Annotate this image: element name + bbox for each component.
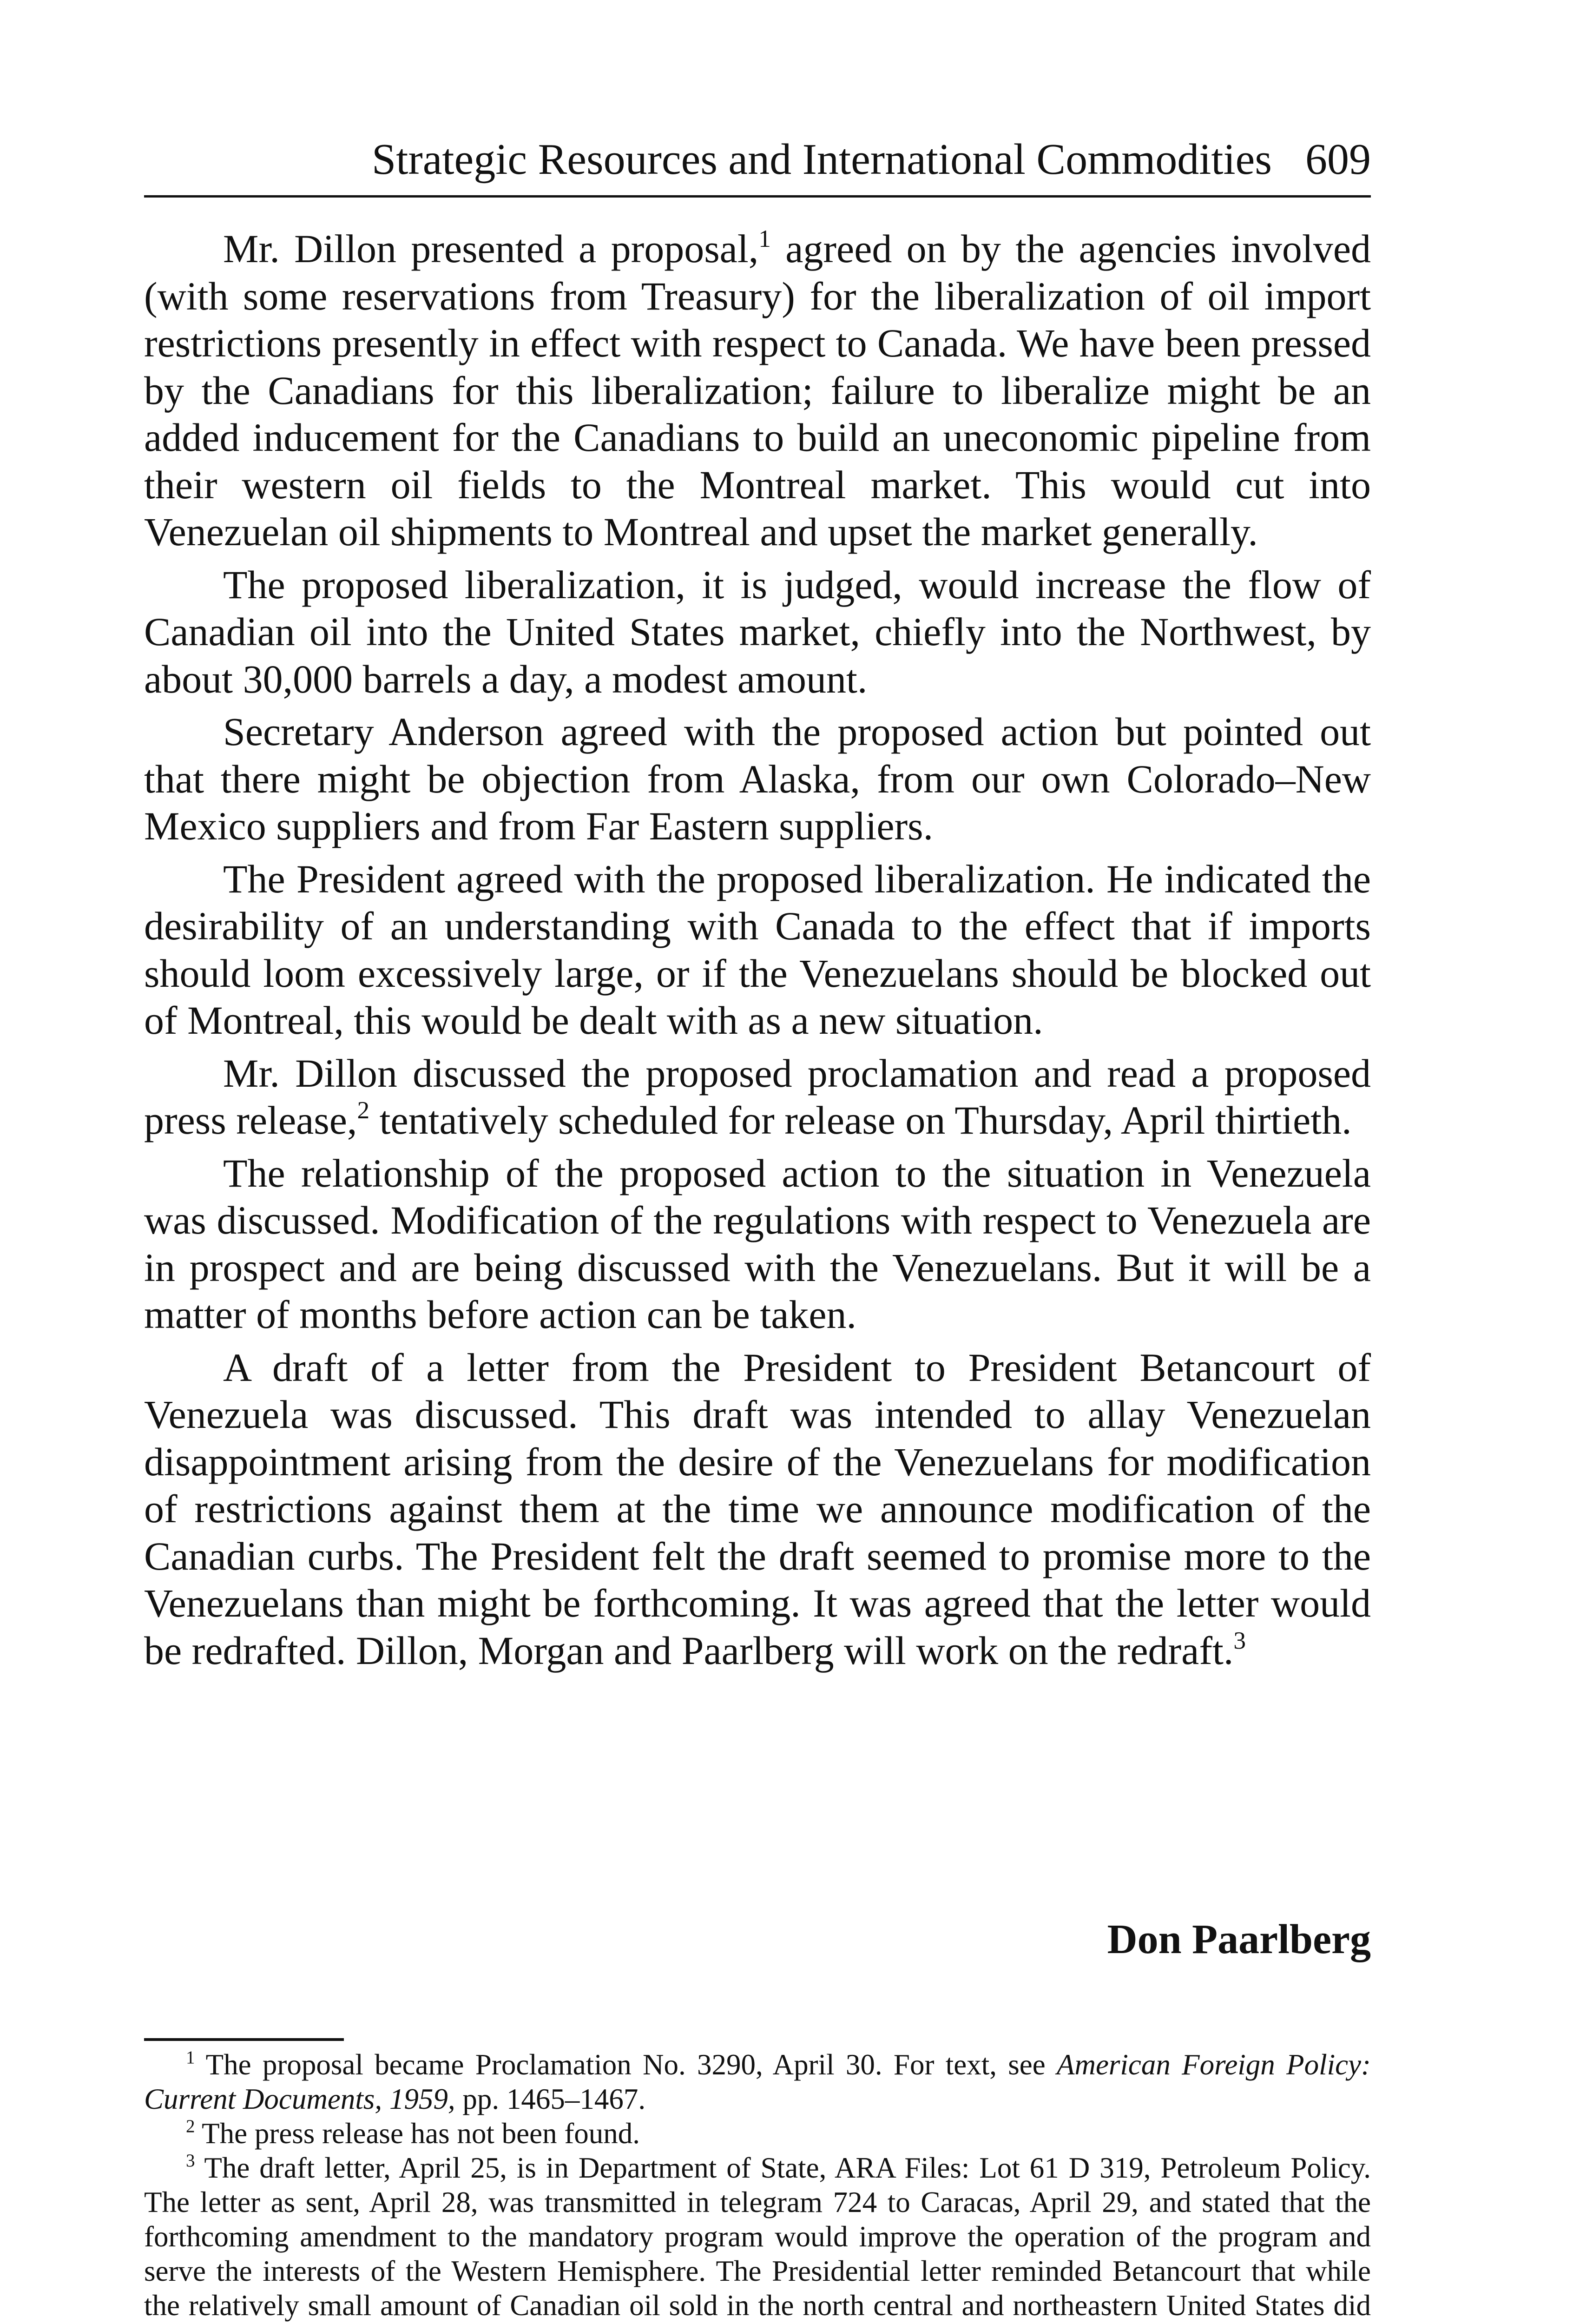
footnote-3	[144, 2151, 1371, 2324]
paragraph-4: The President agreed with the proposed liberalization. He indicated the desirability of an understanding with Canada to the effect that if imports should loom excessively large, or if the Venezuelans should be blocked out of Montreal, this would be dealt with as a new situation.	[144, 856, 1371, 1043]
paragraph-7-text: A draft of a letter from the President to President Betancourt of Venezuela was discussed. This draft was intended to allay Venezuelan disappointment arising from the desire of the Venezuelans for modification of restrictions against them at the time we announce modification of the Canadian curbs. The President felt the draft seemed to promise more to the Venezuelans than might be forthcoming. It was agreed that the letter would be redrafted. Dillon, Morgan and Paarlberg will work on the redraft.	[144, 1345, 1371, 1673]
footnotes	[144, 2047, 1371, 2324]
footnote-2-text: The press release has not been found.	[195, 2117, 640, 2150]
footnote-1-text-b: pp. 1465–1467.	[455, 2083, 646, 2115]
paragraph-3: Secretary Anderson agreed with the proposed action but pointed out that there might be objection from Alaska, from our own Colorado–New Mexico suppliers and from Far Eastern suppliers.	[144, 709, 1371, 848]
paragraph-1-text-a: Mr. Dillon presented a proposal,	[223, 226, 759, 271]
page-number: 609	[1305, 135, 1371, 184]
footnote-1-text-a: The proposal became Proclamation No. 3290, April 30. For text, see	[195, 2048, 1057, 2081]
signature: Don Paarlberg	[1107, 1916, 1371, 1962]
paragraph-5-text-b: tentatively scheduled for release on Thursday, April thirtieth.	[369, 1098, 1352, 1142]
footnote-divider	[144, 2038, 344, 2041]
paragraph-2: The proposed liberalization, it is judged, would increase the flow of Canadian oil into the United States market, chiefly into the Northwest, by about 30,000 barrels a day, a modest amount.	[144, 562, 1371, 701]
running-header	[144, 130, 1371, 198]
footnote-3-mark: 3	[186, 2150, 195, 2171]
paragraph-6: The relationship of the proposed action to the situation in Venezuela was discussed. Modification of the regulations with respect to Venezuela are in prospect and are being discussed with the Venezuelans. But it will be a matter of months before action can be taken.	[144, 1150, 1371, 1337]
footnote-2-mark: 2	[186, 2116, 195, 2136]
running-title: Strategic Resources and International Commodities	[372, 135, 1272, 184]
footnote-2	[144, 2116, 1371, 2151]
body-text	[144, 225, 1371, 1680]
footnote-ref-3: 3	[1233, 1626, 1246, 1654]
paragraph-1	[144, 225, 1371, 556]
paragraph-1-text-b: agreed on by the agencies involved (with some reservations from Treasury) for the liberalization of oil import restrictions presently in effect with respect to Canada. We have been pressed by the Canadians for this liberalization; failure to liberalize might be an added inducement for the Canadians to build an uneconomic pipeline from their western oil fields to the Montreal market. This would cut into Venezuelan oil shipments to Montreal and upset the market generally.	[144, 226, 1371, 554]
paragraph-5-text-a: Mr. Dillon discussed the proposed proclamation and read a proposed press release,	[144, 1050, 1371, 1142]
footnote-1	[144, 2047, 1371, 2116]
footnote-3-text: The draft letter, April 25, is in Department of State, ARA Files: Lot 61 D 319, Petroleum Policy. The letter as sent, April 28, was transmitted in telegram 724 to Caracas, April 29, and stated that the forthcoming amendment to the mandatory program would improve the operation of the program and serve the interests of the Western Hemisphere. The Presidential letter reminded Betancourt that while the relatively small amount of Canadian oil sold in the north central and northeastern United States did	[144, 2152, 1371, 2322]
footnote-1-title: American Foreign Policy: Current Documents, 1959,	[144, 2048, 1371, 2115]
footnote-ref-2: 2	[357, 1096, 370, 1124]
footnote-1-mark: 1	[186, 2047, 195, 2067]
paragraph-7	[144, 1344, 1371, 1675]
footnote-ref-1: 1	[758, 224, 771, 252]
paragraph-5	[144, 1050, 1371, 1144]
